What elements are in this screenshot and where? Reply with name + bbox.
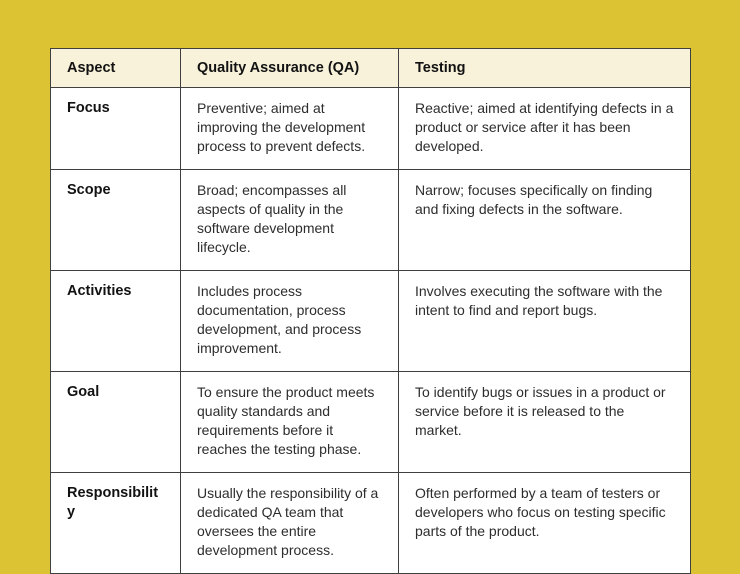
responsibility-qa-cell: Usually the responsibility of a dedicated QA team that oversees the entire development process. [181,473,399,574]
row-label-focus: Focus [51,88,181,170]
row-label-activities: Activities [51,271,181,372]
header-testing: Testing [399,49,691,88]
row-label-responsibility: Responsibility [51,473,181,574]
table-row-responsibility [51,473,691,574]
header-aspect: Aspect [51,49,181,88]
activities-testing-cell: Involves executing the software with the intent to find and report bugs. [399,271,691,372]
table-row-activities [51,271,691,372]
focus-testing-cell: Reactive; aimed at identifying defects in a product or service after it has been developed. [399,88,691,170]
focus-qa-cell: Preventive; aimed at improving the development process to prevent defects. [181,88,399,170]
goal-qa-cell: To ensure the product meets quality standards and requirements before it reaches the testing phase. [181,372,399,473]
qa-vs-testing-table [50,48,691,574]
goal-testing-cell: To identify bugs or issues in a product or service before it is released to the market. [399,372,691,473]
table-row-scope [51,170,691,271]
scope-testing-cell: Narrow; focuses specifically on finding and fixing defects in the software. [399,170,691,271]
header-qa: Quality Assurance (QA) [181,49,399,88]
table-row-focus [51,88,691,170]
table-row-goal [51,372,691,473]
scope-qa-cell: Broad; encompasses all aspects of quality in the software development lifecycle. [181,170,399,271]
responsibility-testing-cell: Often performed by a team of testers or developers who focus on testing specific parts of the product. [399,473,691,574]
activities-qa-cell: Includes process documentation, process development, and process improvement. [181,271,399,372]
row-label-goal: Goal [51,372,181,473]
row-label-scope: Scope [51,170,181,271]
table-header-row [51,49,691,88]
